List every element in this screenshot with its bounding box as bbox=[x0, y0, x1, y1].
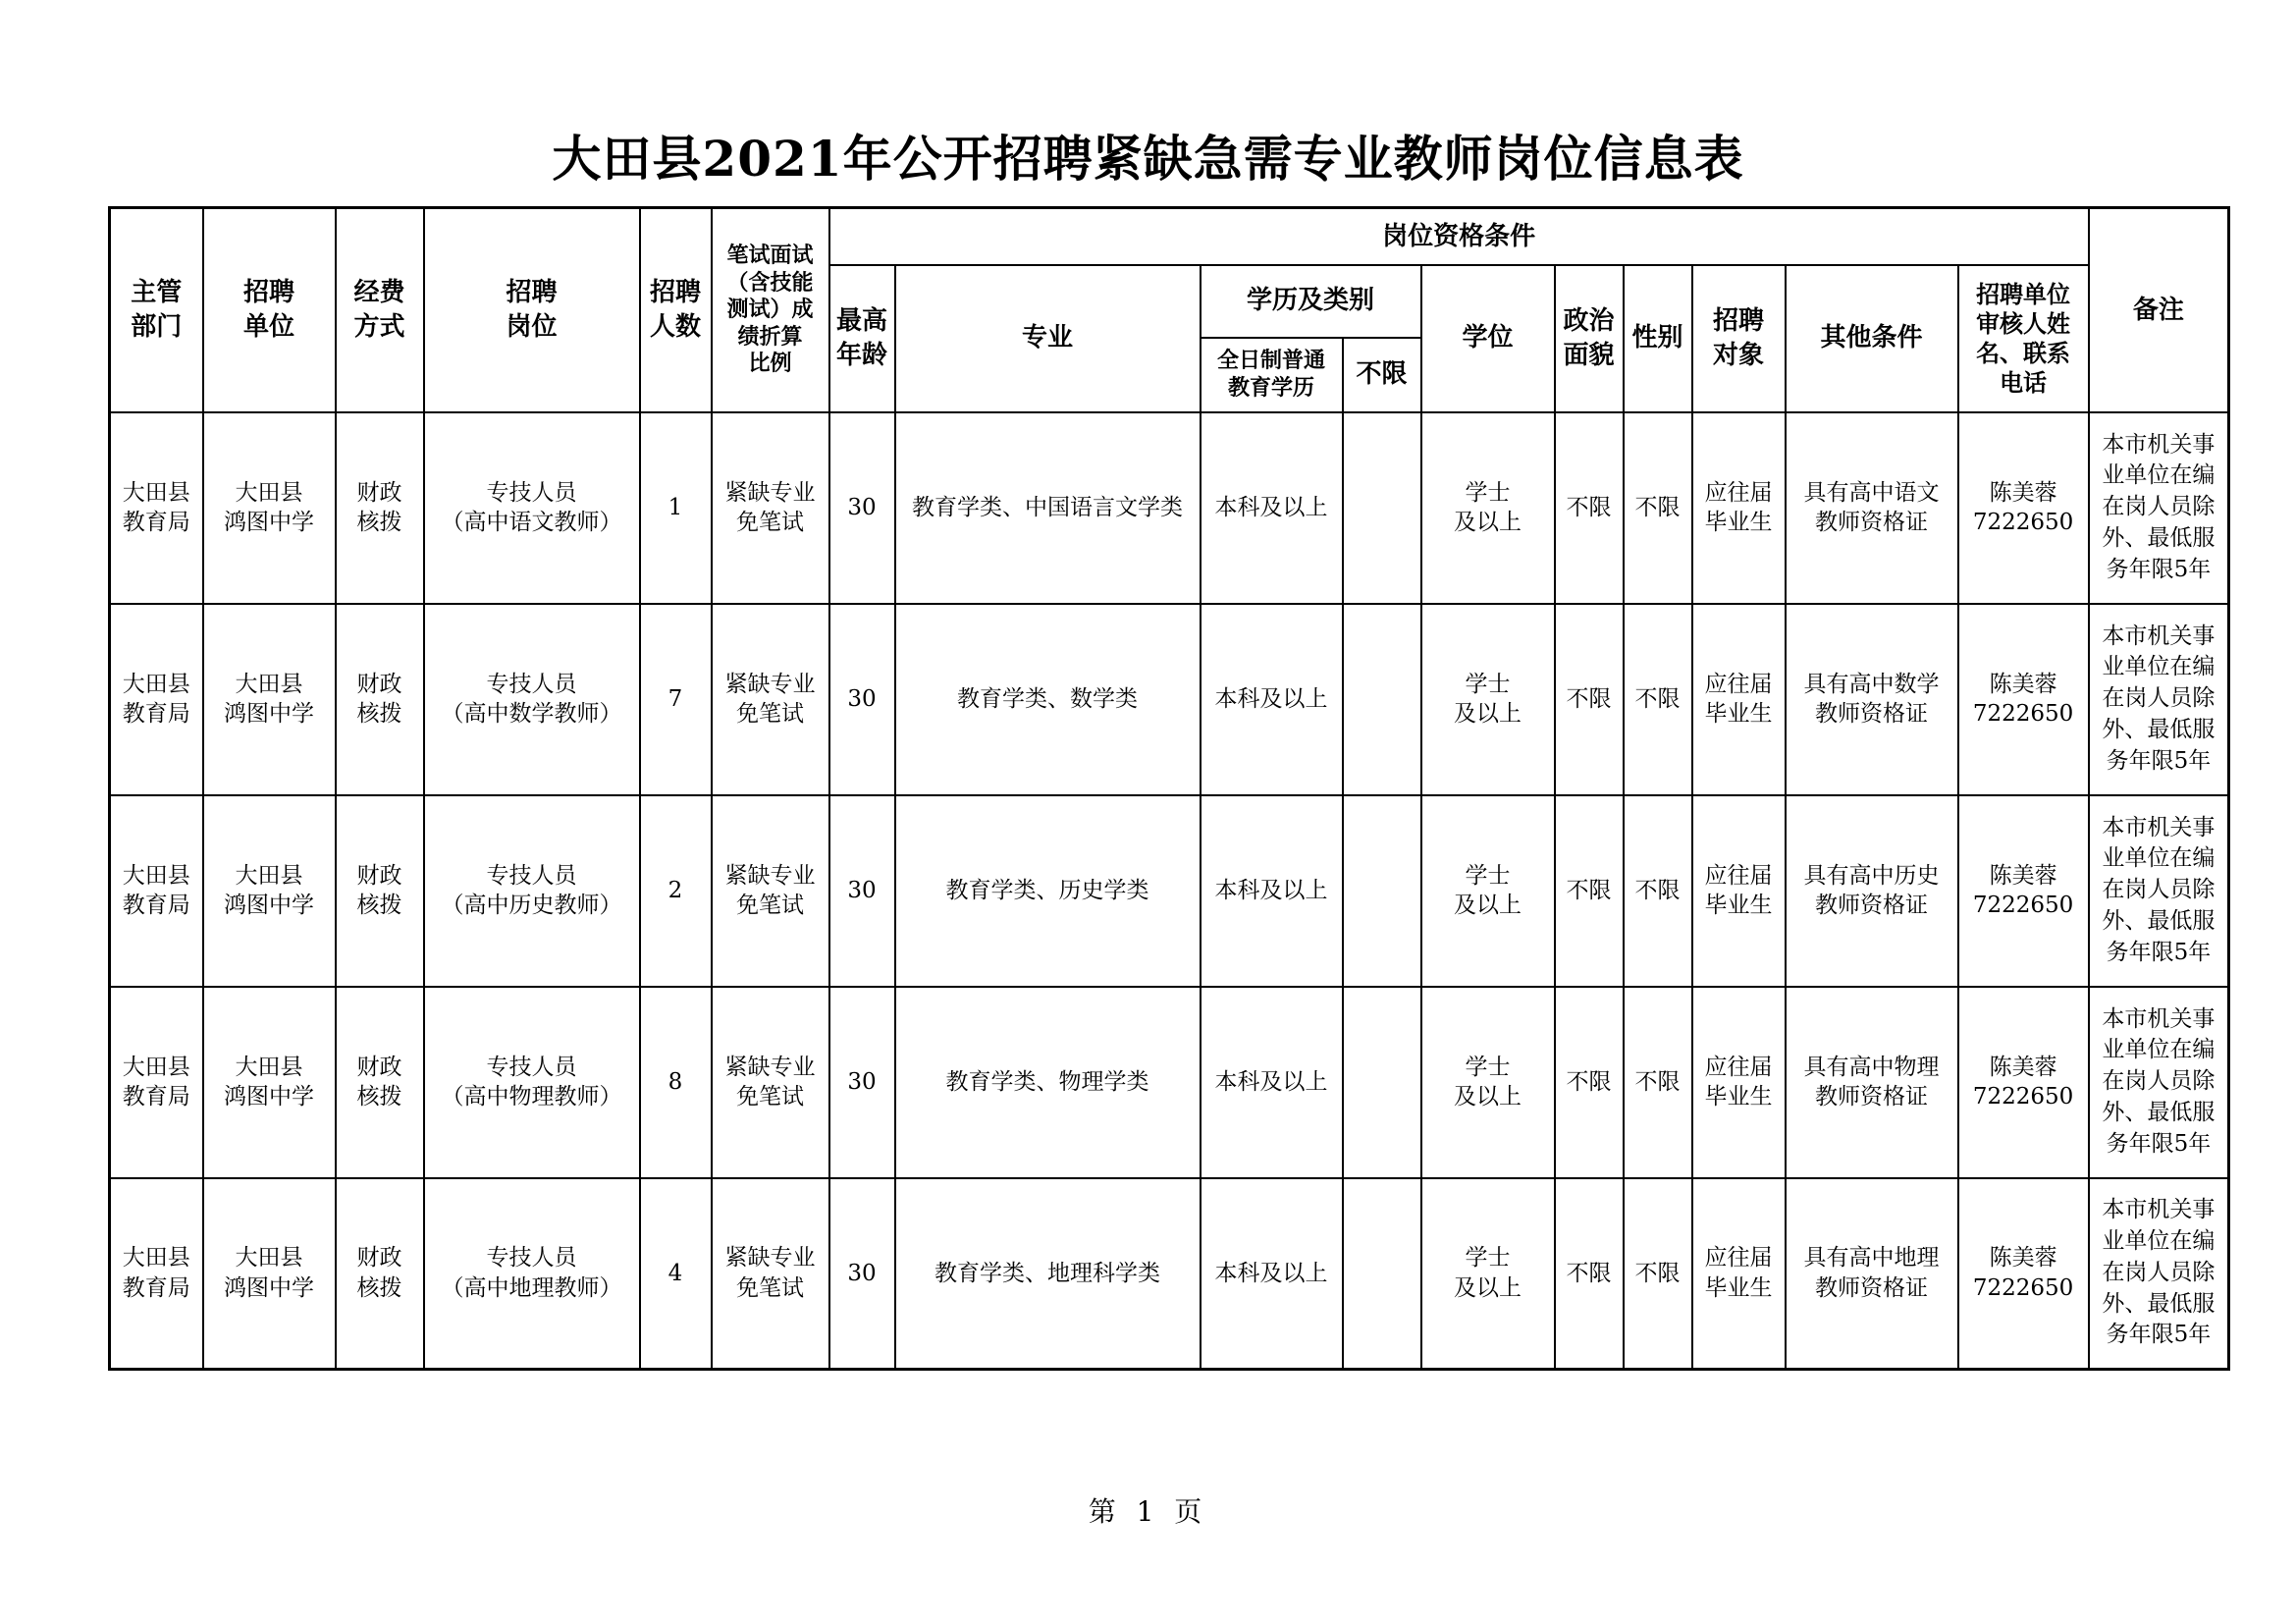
unit-cell: 大田县 鸿图中学 bbox=[203, 604, 336, 795]
funding-cell: 财政 核拨 bbox=[336, 1178, 424, 1370]
degree-cell: 学士 及以上 bbox=[1421, 1178, 1555, 1370]
target-cell: 应往届 毕业生 bbox=[1692, 795, 1786, 987]
header-dept: 主管 部门 bbox=[110, 208, 203, 412]
header-degree: 学位 bbox=[1421, 265, 1555, 412]
gender-cell: 不限 bbox=[1624, 412, 1692, 604]
degree-cell: 学士 及以上 bbox=[1421, 795, 1555, 987]
contact-cell: 陈美蓉 7222650 bbox=[1958, 795, 2089, 987]
header-age: 最高 年龄 bbox=[829, 265, 895, 412]
age-cell: 30 bbox=[829, 412, 895, 604]
note-cell: 本市机关事业单位在编在岗人员除外、最低服务年限5年 bbox=[2089, 412, 2229, 604]
funding-cell: 财政 核拨 bbox=[336, 795, 424, 987]
ratio-cell: 紧缺专业 免笔试 bbox=[712, 604, 829, 795]
count-cell: 7 bbox=[640, 604, 712, 795]
political-cell: 不限 bbox=[1555, 795, 1624, 987]
age-cell: 30 bbox=[829, 987, 895, 1178]
major-cell: 教育学类、数学类 bbox=[895, 604, 1201, 795]
target-cell: 应往届 毕业生 bbox=[1692, 604, 1786, 795]
header-major: 专业 bbox=[895, 265, 1201, 412]
header-unlimited: 不限 bbox=[1343, 338, 1421, 412]
major-cell: 教育学类、地理科学类 bbox=[895, 1178, 1201, 1370]
political-cell: 不限 bbox=[1555, 1178, 1624, 1370]
unit-cell: 大田县 鸿图中学 bbox=[203, 987, 336, 1178]
header-qualifications: 岗位资格条件 bbox=[829, 208, 2089, 265]
gender-cell: 不限 bbox=[1624, 795, 1692, 987]
unlimited-cell bbox=[1343, 604, 1421, 795]
header-other: 其他条件 bbox=[1786, 265, 1958, 412]
gender-cell: 不限 bbox=[1624, 604, 1692, 795]
header-ratio: 笔试面试 （含技能 测试）成 绩折算 比例 bbox=[712, 208, 829, 412]
unit-cell: 大田县 鸿图中学 bbox=[203, 1178, 336, 1370]
gender-cell: 不限 bbox=[1624, 1178, 1692, 1370]
other-cell: 具有高中语文 教师资格证 bbox=[1786, 412, 1958, 604]
funding-cell: 财政 核拨 bbox=[336, 412, 424, 604]
political-cell: 不限 bbox=[1555, 604, 1624, 795]
document-title: 大田县2021年公开招聘紧缺急需专业教师岗位信息表 bbox=[552, 130, 1744, 188]
unlimited-cell bbox=[1343, 795, 1421, 987]
table-row bbox=[110, 795, 2229, 987]
unit-cell: 大田县 鸿图中学 bbox=[203, 412, 336, 604]
header-target: 招聘 对象 bbox=[1692, 265, 1786, 412]
degree-cell: 学士 及以上 bbox=[1421, 604, 1555, 795]
header-unit: 招聘 单位 bbox=[203, 208, 336, 412]
age-cell: 30 bbox=[829, 604, 895, 795]
position-cell: 专技人员 （高中地理教师） bbox=[424, 1178, 640, 1370]
funding-cell: 财政 核拨 bbox=[336, 604, 424, 795]
fulltime-cell: 本科及以上 bbox=[1201, 412, 1343, 604]
position-cell: 专技人员 （高中历史教师） bbox=[424, 795, 640, 987]
funding-cell: 财政 核拨 bbox=[336, 987, 424, 1178]
age-cell: 30 bbox=[829, 795, 895, 987]
age-cell: 30 bbox=[829, 1178, 895, 1370]
note-cell: 本市机关事业单位在编在岗人员除外、最低服务年限5年 bbox=[2089, 987, 2229, 1178]
header-education: 学历及类别 bbox=[1201, 265, 1421, 338]
header-funding: 经费 方式 bbox=[336, 208, 424, 412]
dept-cell: 大田县 教育局 bbox=[110, 795, 203, 987]
major-cell: 教育学类、物理学类 bbox=[895, 987, 1201, 1178]
other-cell: 具有高中历史 教师资格证 bbox=[1786, 795, 1958, 987]
major-cell: 教育学类、中国语言文学类 bbox=[895, 412, 1201, 604]
table-row bbox=[110, 412, 2229, 604]
header-count: 招聘 人数 bbox=[640, 208, 712, 412]
note-cell: 本市机关事业单位在编在岗人员除外、最低服务年限5年 bbox=[2089, 604, 2229, 795]
unlimited-cell bbox=[1343, 1178, 1421, 1370]
dept-cell: 大田县 教育局 bbox=[110, 604, 203, 795]
other-cell: 具有高中地理 教师资格证 bbox=[1786, 1178, 1958, 1370]
unit-cell: 大田县 鸿图中学 bbox=[203, 795, 336, 987]
header-row-1 bbox=[110, 208, 2229, 265]
political-cell: 不限 bbox=[1555, 987, 1624, 1178]
position-cell: 专技人员 （高中数学教师） bbox=[424, 604, 640, 795]
note-cell: 本市机关事业单位在编在岗人员除外、最低服务年限5年 bbox=[2089, 1178, 2229, 1370]
contact-cell: 陈美蓉 7222650 bbox=[1958, 987, 2089, 1178]
fulltime-cell: 本科及以上 bbox=[1201, 1178, 1343, 1370]
count-cell: 8 bbox=[640, 987, 712, 1178]
contact-cell: 陈美蓉 7222650 bbox=[1958, 604, 2089, 795]
political-cell: 不限 bbox=[1555, 412, 1624, 604]
contact-cell: 陈美蓉 7222650 bbox=[1958, 1178, 2089, 1370]
target-cell: 应往届 毕业生 bbox=[1692, 1178, 1786, 1370]
header-contact: 招聘单位 审核人姓 名、联系 电话 bbox=[1958, 265, 2089, 412]
recruitment-table bbox=[108, 206, 2230, 1371]
count-cell: 1 bbox=[640, 412, 712, 604]
degree-cell: 学士 及以上 bbox=[1421, 987, 1555, 1178]
fulltime-cell: 本科及以上 bbox=[1201, 604, 1343, 795]
header-position: 招聘 岗位 bbox=[424, 208, 640, 412]
ratio-cell: 紧缺专业 免笔试 bbox=[712, 795, 829, 987]
unlimited-cell bbox=[1343, 412, 1421, 604]
note-cell: 本市机关事业单位在编在岗人员除外、最低服务年限5年 bbox=[2089, 795, 2229, 987]
fulltime-cell: 本科及以上 bbox=[1201, 795, 1343, 987]
ratio-cell: 紧缺专业 免笔试 bbox=[712, 412, 829, 604]
fulltime-cell: 本科及以上 bbox=[1201, 987, 1343, 1178]
table-row bbox=[110, 604, 2229, 795]
gender-cell: 不限 bbox=[1624, 987, 1692, 1178]
target-cell: 应往届 毕业生 bbox=[1692, 412, 1786, 604]
ratio-cell: 紧缺专业 免笔试 bbox=[712, 987, 829, 1178]
table-row bbox=[110, 1178, 2229, 1370]
table-row bbox=[110, 987, 2229, 1178]
header-gender: 性别 bbox=[1624, 265, 1692, 412]
degree-cell: 学士 及以上 bbox=[1421, 412, 1555, 604]
header-fulltime: 全日制普通 教育学历 bbox=[1201, 338, 1343, 412]
header-note: 备注 bbox=[2089, 208, 2229, 412]
count-cell: 4 bbox=[640, 1178, 712, 1370]
major-cell: 教育学类、历史学类 bbox=[895, 795, 1201, 987]
dept-cell: 大田县 教育局 bbox=[110, 412, 203, 604]
contact-cell: 陈美蓉 7222650 bbox=[1958, 412, 2089, 604]
count-cell: 2 bbox=[640, 795, 712, 987]
dept-cell: 大田县 教育局 bbox=[110, 987, 203, 1178]
header-political: 政治 面貌 bbox=[1555, 265, 1624, 412]
page-number: 第 1 页 bbox=[1088, 1495, 1208, 1528]
ratio-cell: 紧缺专业 免笔试 bbox=[712, 1178, 829, 1370]
position-cell: 专技人员 （高中物理教师） bbox=[424, 987, 640, 1178]
table-body bbox=[110, 412, 2229, 1370]
position-cell: 专技人员 （高中语文教师） bbox=[424, 412, 640, 604]
other-cell: 具有高中数学 教师资格证 bbox=[1786, 604, 1958, 795]
dept-cell: 大田县 教育局 bbox=[110, 1178, 203, 1370]
other-cell: 具有高中物理 教师资格证 bbox=[1786, 987, 1958, 1178]
target-cell: 应往届 毕业生 bbox=[1692, 987, 1786, 1178]
unlimited-cell bbox=[1343, 987, 1421, 1178]
